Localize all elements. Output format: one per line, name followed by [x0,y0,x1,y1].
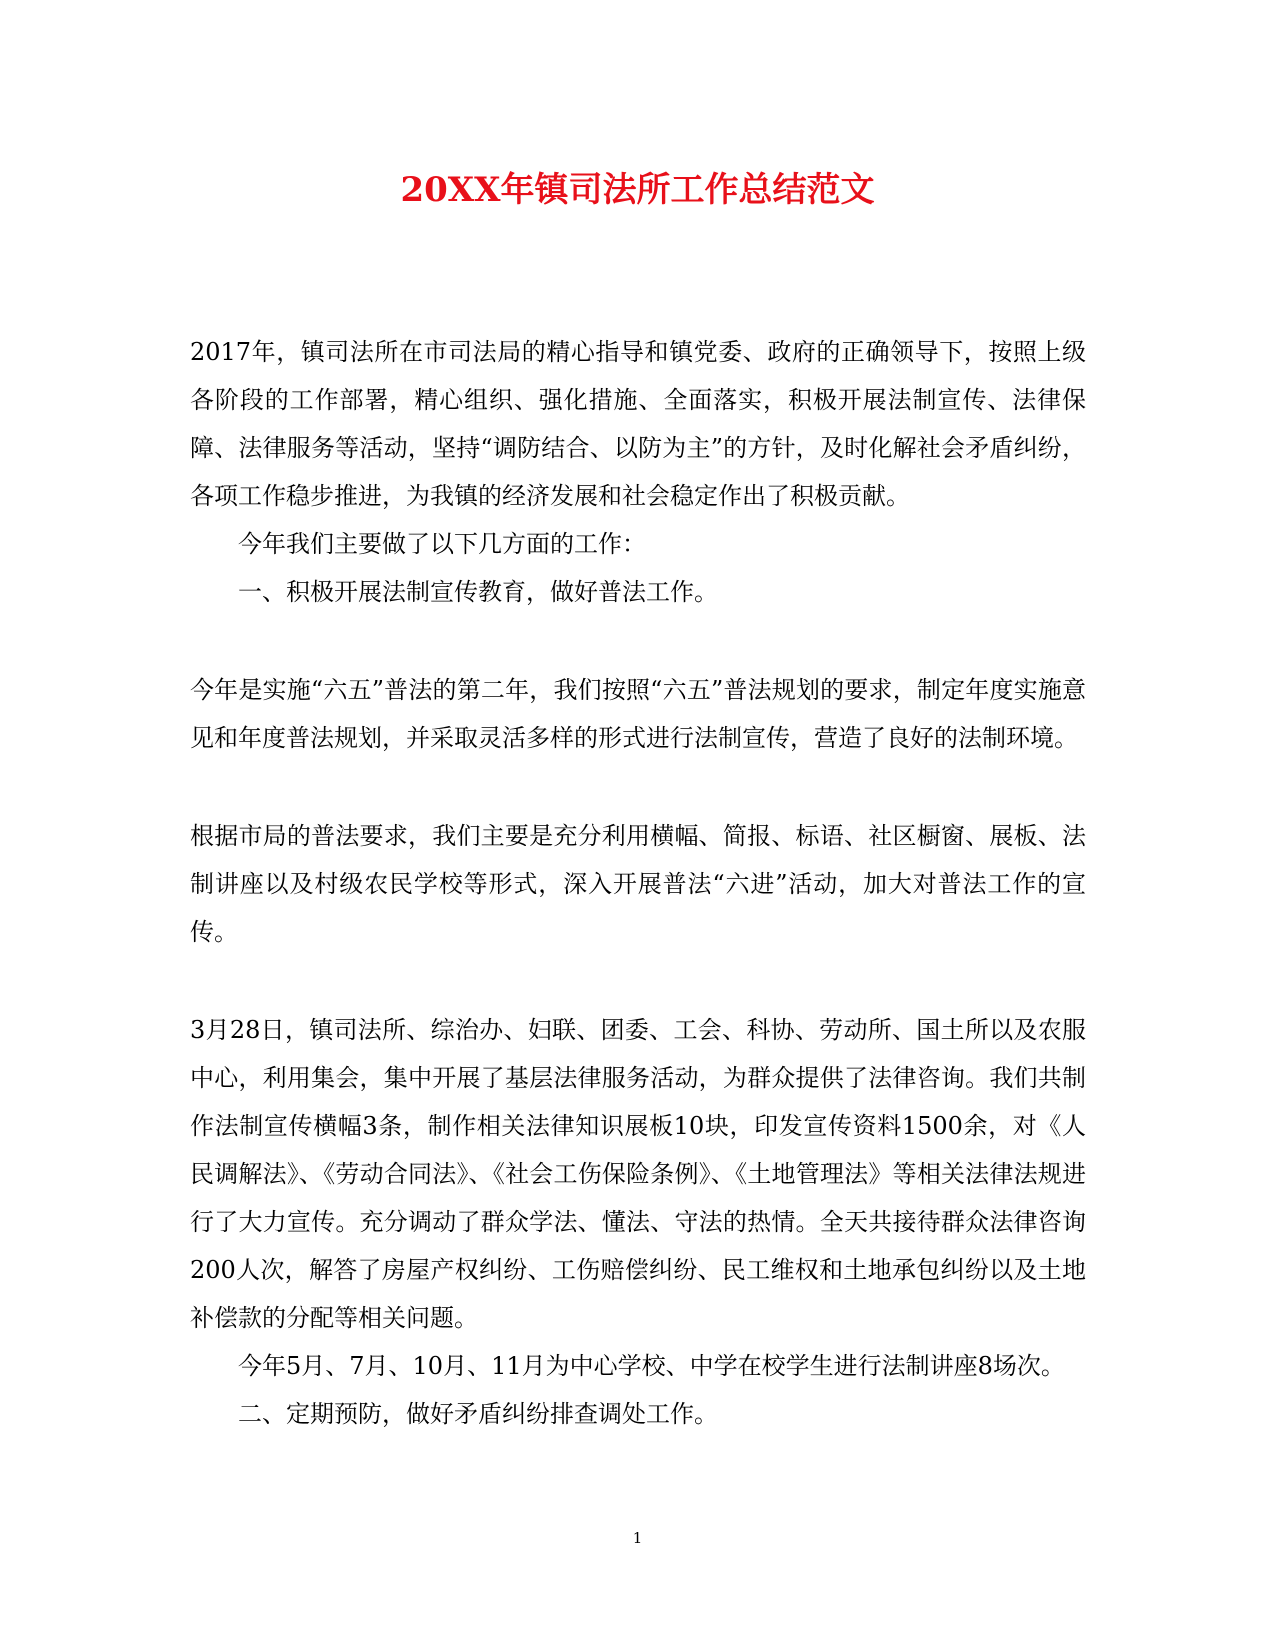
paragraph-publicity-forms: 根据市局的普法要求，我们主要是充分利用横幅、简报、标语、社区橱窗、展板、法制讲座以及村级农民学校等形式，深入开展普法“六进”活动，加大对普法工作的宣传。 [190,822,1086,946]
paragraph-work-overview: 今年我们主要做了以下几方面的工作： [238,530,646,558]
paragraph-liuwu-plan: 今年是实施“六五”普法的第二年，我们按照“六五”普法规划的要求，制定年度实施意见和年度普法规划，并采取灵活多样的形式进行法制宣传，营造了良好的法制环境。 [190,676,1086,752]
paragraph-march-28-event: 3月28日，镇司法所、综治办、妇联、团委、工会、科协、劳动所、国土所以及农服中心，利用集会，集中开展了基层法律服务活动，为群众提供了法律咨询。我们共制作法制宣传横幅3条，制作相关法律知识展板10块，印发宣传资料1500余，对《人民调解法》、《劳动合同法》、《社会工伤保险条例》、《土地管理法》等相关法律法规进行了大力宣传。充分调动了群众学法、懂法、守法的热情。全天共接待群众法律咨询200人次，解答了房屋产权纠纷、工伤赔偿纠纷、民工维权和土地承包纠纷以及土地补偿款的分配等相关问题。 [190,1016,1086,1332]
paragraph-intro: 2017年，镇司法所在市司法局的精心指导和镇党委、政府的正确领导下，按照上级各阶段的工作部署，精心组织、强化措施、全面落实，积极开展法制宣传、法律保障、法律服务等活动，坚持“调防结合、以防为主”的方针，及时化解社会矛盾纠纷，各项工作稳步推进，为我镇的经济发展和社会稳定作出了积极贡献。 [190,338,1086,510]
document-body [190,328,1086,1438]
section-heading-1: 一、积极开展法制宣传教育，做好普法工作。 [238,578,718,606]
page-number: 1 [632,1529,643,1547]
section-heading-2: 二、定期预防，做好矛盾纠纷排查调处工作。 [238,1400,718,1428]
paragraph-school-lectures: 今年5月、7月、10月、11月为中心学校、中学在校学生进行法制讲座8场次。 [238,1352,1065,1380]
document-title: 20XX年镇司法所工作总结范文 [400,170,875,210]
